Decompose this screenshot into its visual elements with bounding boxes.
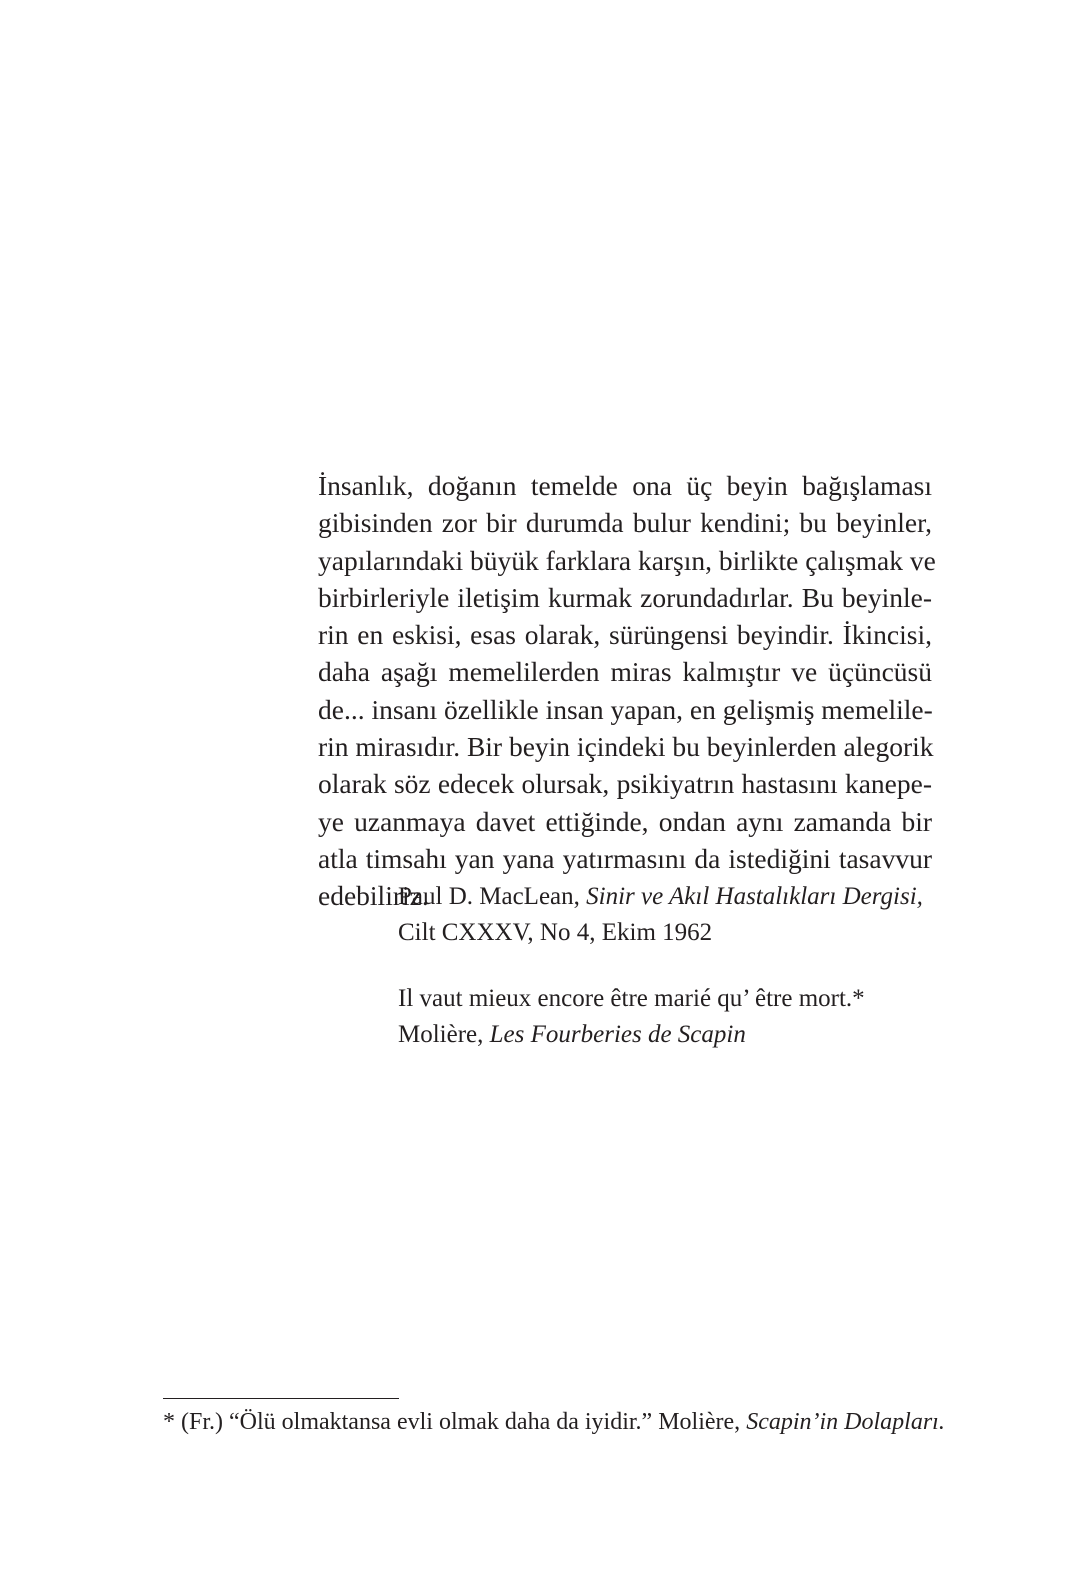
attribution-row [398, 879, 938, 915]
footnote-work: Scapin’in Dolapları. [746, 1409, 945, 1435]
maclean-attribution [398, 879, 938, 951]
footnote [163, 1407, 943, 1437]
footnote-divider [163, 1398, 399, 1399]
epigraph-line: atla timsahı yan yana yatırmasını da istediğini tasavvur [318, 842, 932, 874]
attribution-row [398, 1017, 938, 1053]
epigraph-line: birbirleriyle iletişim kurmak zorundadırlar. Bu beyinle- [318, 581, 932, 613]
attribution-journal: Sinir ve Akıl Hastalıkları Dergisi, [586, 883, 923, 910]
epigraph-line: de... insanı özellikle insan yapan, en gelişmiş memelile- [318, 693, 933, 725]
epigraph-line: olarak söz edecek olursak, psikiyatrın hastasını kanepe- [318, 768, 932, 800]
attribution-work: Les Fourberies de Scapin [489, 1021, 746, 1048]
attribution-details: Cilt CXXXV, No 4, Ekim 1962 [398, 919, 713, 946]
french-quote: Il vaut mieux encore être marié qu’ être mort.* [398, 985, 865, 1012]
epigraph-line: İnsanlık, doğanın temelde ona üç beyin bağışlaması [318, 470, 932, 501]
footnote-text: “Ölü olmaktansa evli olmak daha da iyidir.” Molière, [229, 1409, 741, 1435]
epigraph-paragraph [318, 467, 936, 915]
moliere-attribution [398, 981, 938, 1053]
epigraph-line: yapılarındaki büyük farklara karşın, birlikte çalışmak ve [318, 544, 936, 576]
attribution-author: Molière, [398, 1021, 484, 1048]
footnote-marker: * (Fr.) [163, 1409, 223, 1435]
attribution-author: Paul D. MacLean, [398, 883, 580, 910]
epigraph-line: rin mirasıdır. Bir beyin içindeki bu beyinlerden alegorik [318, 731, 934, 763]
epigraph-line: gibisinden zor bir durumda bulur kendini; bu beyinler, [318, 507, 932, 539]
epigraph-line: daha aşağı memelilerden miras kalmıştır ve üçüncüsü [318, 656, 932, 688]
epigraph-line: ye uzanmaya davet ettiğinde, ondan aynı zamanda bir [318, 805, 932, 837]
epigraph-line: rin en eskisi, esas olarak, sürüngensi beyindir. İkincisi, [318, 619, 932, 651]
epigraph-line: edebiliriz. [318, 880, 429, 912]
